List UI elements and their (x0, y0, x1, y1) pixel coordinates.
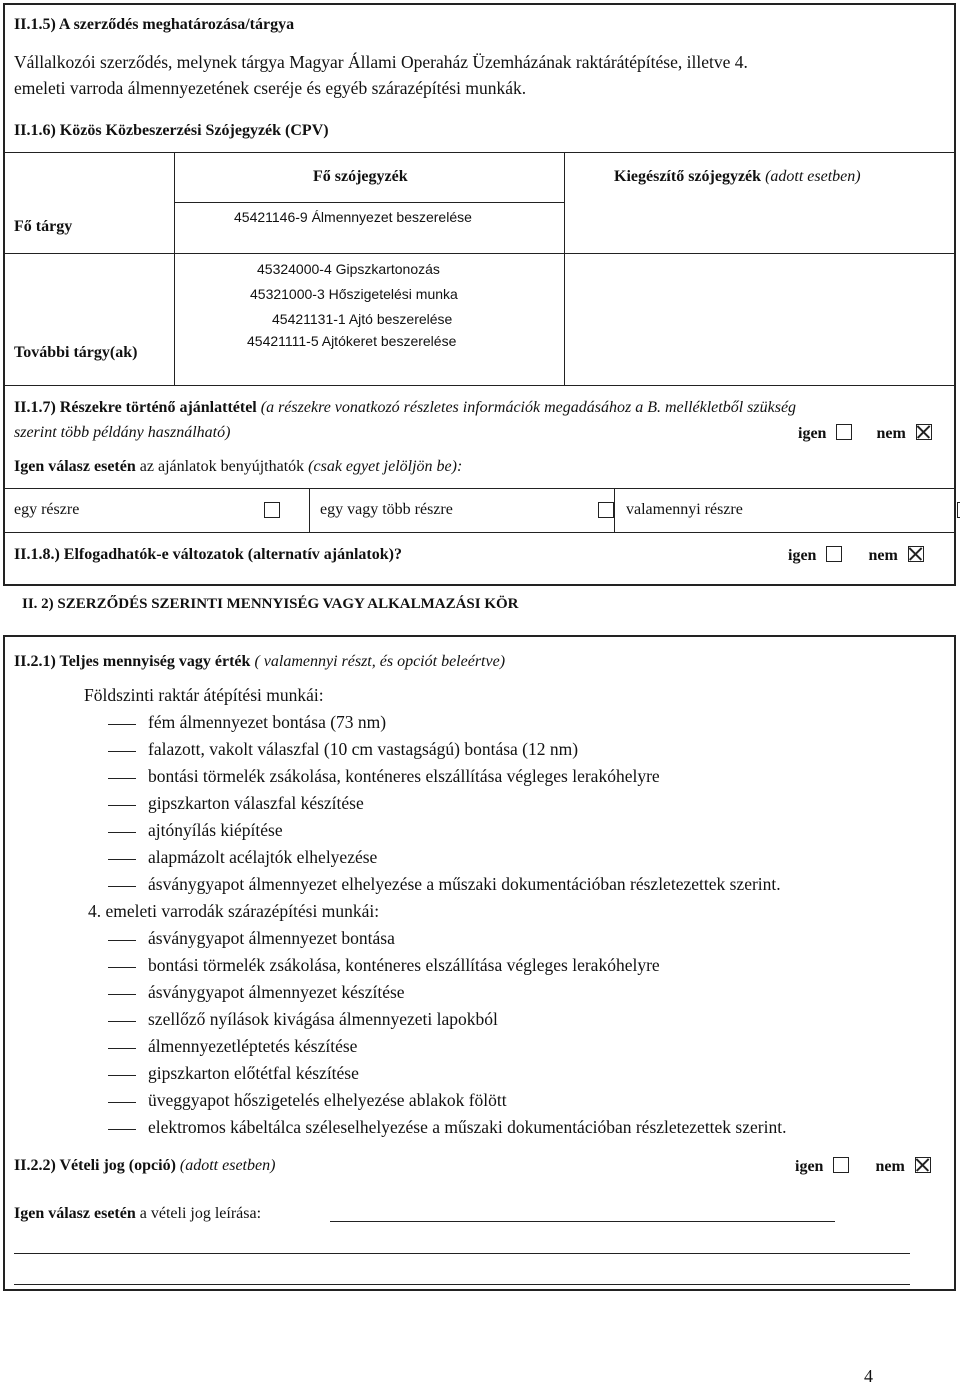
group1-item: ásványgyapot álmennyezet elhelyezése a műszaki dokumentációban részletezettek szerint. (148, 874, 781, 894)
cpv-row-additional-label: További tárgy(ak) (14, 344, 138, 361)
bullet-dash (108, 886, 136, 887)
heading-ii-1-7-italic: (a részekre vonatkozó részletes információk megadásához a B. mellékletből szükség (260, 399, 797, 416)
bullet-dash (108, 1021, 136, 1022)
option-one-part-checkbox[interactable] (264, 502, 280, 518)
variants-yes-checkbox[interactable] (826, 546, 842, 562)
option-right-input-line-3[interactable] (14, 1284, 910, 1285)
bullet-dash (108, 832, 136, 833)
options-bottom-line (3, 532, 956, 533)
group1-item: gipszkarton válaszfal készítése (148, 793, 364, 813)
cpv-bottom-line (3, 385, 956, 386)
heading-ii-2-2-bold: II.2.2) Vételi jog (opció) (14, 1157, 176, 1174)
cpv-col-extra-bold: Kiegészítő szójegyzék (614, 168, 762, 185)
heading-ii-1-5: II.1.5) A szerződés meghatározása/tárgya (14, 16, 295, 33)
heading-ii-2-1-bold: II.2.1) Teljes mennyiség vagy érték (14, 653, 251, 670)
cpv-row-line (174, 202, 564, 203)
bullet-dash (108, 994, 136, 995)
cpv-additional-code-2: 45321000-3 Hőszigetelési munka (250, 286, 458, 302)
option-right-no-label: nem (875, 1158, 905, 1175)
heading-ii-2-2-italic: (adott esetben) (179, 1157, 276, 1174)
group2-item: üveggyapot hőszigetelés elhelyezése ablakok fölött (148, 1090, 507, 1110)
parts-no-label: nem (876, 425, 906, 442)
group1-item: falazott, vakolt válaszfal (10 cm vastagságú) bontása (12 nm) (148, 739, 579, 759)
group2-title: 4. emeleti varrodák szárazépítési munkái: (88, 901, 380, 921)
bullet-dash (108, 805, 136, 806)
group2-item: álmennyezetléptetés készítése (148, 1036, 358, 1056)
group2-item: bontási törmelék zsákolása, konténeres elszállítása végleges lerakóhelyre (148, 955, 660, 975)
option-one-or-more-label: egy vagy több részre (320, 501, 453, 518)
cpv-row-line-2 (3, 253, 956, 254)
heading-ii-1-7 (14, 399, 796, 417)
bullet-dash (108, 859, 136, 860)
parts-instruction-bold: Igen válasz esetén (14, 458, 136, 475)
option-right-input-line-2[interactable] (14, 1253, 910, 1254)
heading-ii-2: II. 2) SZERZŐDÉS SZERINTI MENNYISÉG VAGY ALKALMAZÁSI KÖR (22, 596, 519, 612)
cpv-additional-code-3: 45421131-1 Ajtó beszerelése (272, 311, 453, 327)
bullet-dash (108, 940, 136, 941)
cpv-col-extra-italic: (adott esetben) (765, 168, 861, 185)
bullet-dash (108, 1075, 136, 1076)
page-number: 4 (864, 1366, 873, 1386)
variants-yes-label: igen (788, 547, 817, 564)
bullet-dash (108, 724, 136, 725)
cpv-main-code: 45421146-9 Álmennyezet beszerelése (234, 209, 472, 225)
contract-subject-line-1: Vállalkozói szerződés, melynek tárgya Magyar Állami Operaház Üzemházának raktárátépítése, illetve 4. (14, 52, 748, 72)
option-right-description (14, 1205, 261, 1223)
options-divider-2 (614, 488, 615, 532)
parts-yes-label: igen (798, 425, 827, 442)
options-divider-1 (309, 488, 310, 532)
parts-yes-checkbox[interactable] (836, 424, 852, 440)
heading-ii-1-7-italic-2: szerint több példány használható) (14, 424, 231, 441)
variants-no-checkbox[interactable] (908, 546, 924, 562)
option-right-no-checkbox[interactable] (915, 1157, 931, 1173)
bullet-dash (108, 1102, 136, 1103)
variants-no-label: nem (868, 547, 898, 564)
heading-ii-2-2 (14, 1157, 275, 1175)
bullet-dash (108, 778, 136, 779)
parts-yes-no (798, 424, 932, 443)
option-right-input-line-1[interactable] (330, 1221, 835, 1222)
cpv-col-extra (614, 168, 861, 186)
bullet-dash (108, 967, 136, 968)
parts-instruction-normal: az ajánlatok benyújthatók (139, 458, 305, 475)
option-right-yes-checkbox[interactable] (833, 1157, 849, 1173)
option-one-part-label: egy részre (14, 501, 80, 518)
option-right-yes-label: igen (795, 1158, 824, 1175)
cpv-additional-code-1: 45324000-4 Gipszkartonozás (257, 261, 440, 277)
group2-item: ásványgyapot álmennyezet készítése (148, 982, 405, 1002)
heading-ii-1-7-bold: II.1.7) Részekre történő ajánlattétel (14, 399, 257, 416)
group2-item: elektromos kábeltálca széleselhelyezése a műszaki dokumentációban részletezettek szerint. (148, 1117, 787, 1137)
heading-ii-2-1-italic: ( valamennyi részt, és opciót beleértve) (254, 653, 506, 670)
cpv-divider-left (174, 152, 175, 385)
option-right-description-normal: a vételi jog leírása: (139, 1205, 262, 1222)
variants-yes-no (788, 546, 924, 565)
group1-item: ajtónyílás kiépítése (148, 820, 283, 840)
parts-instruction-italic: (csak egyet jelöljön be): (308, 458, 463, 475)
group2-item: gipszkarton előtétfal készítése (148, 1063, 359, 1083)
bullet-dash (108, 1129, 136, 1130)
group1-item: bontási törmelék zsákolása, konténeres elszállítása végleges lerakóhelyre (148, 766, 660, 786)
cpv-divider-right (564, 152, 565, 385)
bullet-dash (108, 751, 136, 752)
group1-item: alapmázolt acélajtók elhelyezése (148, 847, 378, 867)
parts-instruction (14, 458, 462, 476)
group2-item: szellőző nyílások kivágása álmennyezeti lapokból (148, 1009, 498, 1029)
heading-ii-1-6: II.1.6) Közös Közbeszerzési Szójegyzék (CPV) (14, 122, 329, 139)
cpv-top-line (3, 152, 956, 153)
cpv-row-main-label: Fő tárgy (14, 218, 73, 235)
heading-ii-2-1 (14, 653, 505, 671)
parts-no-checkbox[interactable] (916, 424, 932, 440)
heading-ii-1-8: II.1.8.) Elfogadhatók-e változatok (alternatív ajánlatok)? (14, 546, 402, 563)
option-right-yes-no (795, 1157, 931, 1176)
option-right-description-bold: Igen válasz esetén (14, 1205, 136, 1222)
cpv-col-main: Fő szójegyzék (313, 168, 408, 185)
bullet-dash (108, 1048, 136, 1049)
option-all-parts-label: valamennyi részre (626, 501, 743, 518)
cpv-additional-code-4: 45421111-5 Ajtókeret beszerelése (247, 333, 457, 349)
options-top-line (3, 488, 956, 489)
group2-item: ásványgyapot álmennyezet bontása (148, 928, 395, 948)
group1-title: Földszinti raktár átépítési munkái: (84, 685, 324, 705)
group1-item: fém álmennyezet bontása (73 nm) (148, 712, 387, 732)
contract-subject-line-2: emeleti varroda álmennyezetének cseréje és egyéb szárazépítési munkák. (14, 78, 527, 98)
option-one-or-more-checkbox[interactable] (598, 502, 614, 518)
